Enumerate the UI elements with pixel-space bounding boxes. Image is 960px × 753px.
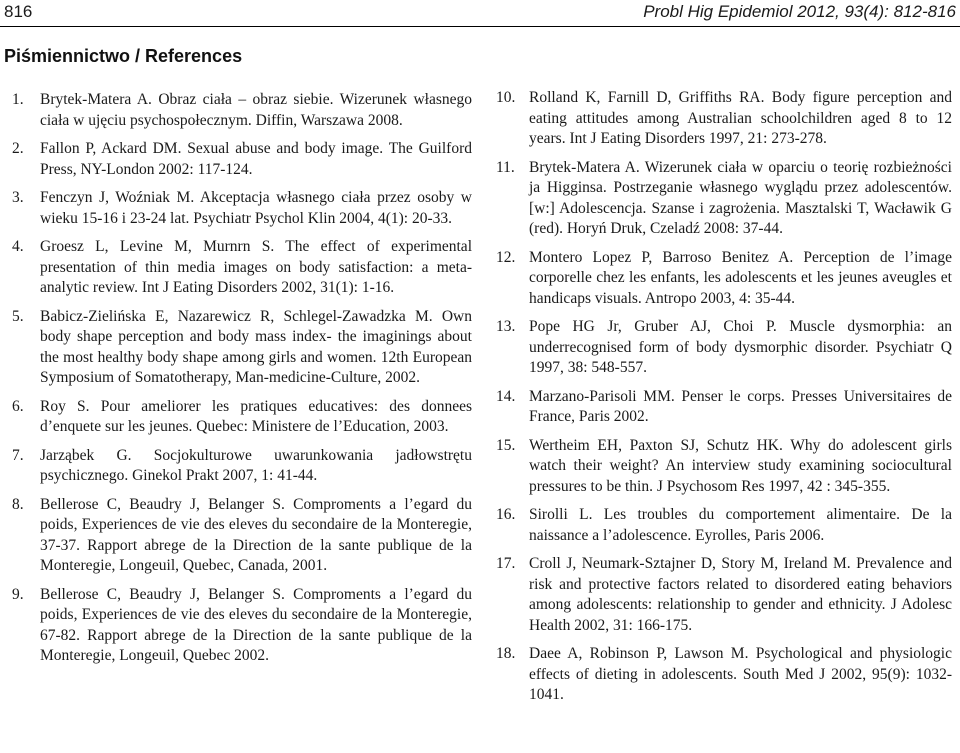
- reference-text: Rolland K, Farnill D, Griffiths RA. Body figure perception and eating attitudes among Australian schoolchildren aged 8 to 12 years. Int J Eating Disorders 1997, 21: 273-278.: [529, 89, 952, 147]
- reference-text: Bellerose C, Beaudry J, Belanger S. Comproments a l’egard du poids, Experiences de vie des eleves du secondaire de la Monteregie, 37-37. Rapport abrege de la Direction de la sante publique de la Monteregie, Longeuil, Quebec, Canada, 2001.: [40, 495, 472, 574]
- reference-item: [12, 446, 472, 487]
- reference-text: Wertheim EH, Paxton SJ, Schutz HK. Why do adolescent girls watch their weight? An interview study examining sociocultural pressures to be thin. J Psychosom Res 1997, 42 : 345-355.: [529, 436, 952, 495]
- reference-number: 4.: [12, 238, 24, 255]
- reference-item: [496, 505, 952, 546]
- reference-number: 15.: [496, 436, 516, 454]
- reference-item: [12, 188, 472, 229]
- reference-text: Fenczyn J, Woźniak M. Akceptacja własnego ciała przez osoby w wieku 15-16 i 23-24 lat. Psychiatr Psychol Klin 2004, 4(1): 20-33.: [40, 189, 472, 227]
- reference-item: [12, 585, 472, 667]
- reference-item: [496, 158, 952, 240]
- section-title: Piśmiennictwo / References: [4, 46, 243, 66]
- reference-number: 10.: [496, 89, 516, 106]
- reference-number: 1.: [12, 91, 24, 108]
- reference-text: Babicz-Zielińska E, Nazarewicz R, Schlegel-Zawadzka M. Own body shape perception and body mass index- the imaginings about the most healthy body shape among girls and women. 12th European Symposium of Somatotherapy, Man-medicine-Culture, 2002.: [40, 307, 472, 386]
- reference-number: 17.: [496, 555, 516, 572]
- reference-number: 7.: [12, 446, 24, 464]
- reference-item: [12, 307, 472, 389]
- reference-number: 2.: [12, 140, 24, 157]
- reference-item: [12, 495, 472, 577]
- header-rule: [0, 26, 960, 27]
- reference-text: Fallon P, Ackard DM. Sexual abuse and body image. The Guilford Press, NY-London 2002: 117-124.: [40, 140, 472, 178]
- reference-text: Roy S. Pour ameliorer les pratiques educatives: des donnees d’enquete sur les jeunes. Quebec: Ministere de l’Education, 2003.: [40, 397, 472, 435]
- reference-item: [496, 554, 952, 636]
- reference-number: 16.: [496, 506, 516, 523]
- reference-text: Jarząbek G. Socjokulturowe uwarunkowania jadłowstrętu psychicznego. Ginekol Prakt 2007, 1: 41-44.: [40, 446, 472, 484]
- reference-item: [496, 387, 952, 428]
- reference-item: [496, 248, 952, 310]
- reference-number: 8.: [12, 495, 24, 513]
- reference-number: 13.: [496, 318, 516, 335]
- running-head: Probl Hig Epidemiol 2012, 93(4): 812-816: [643, 2, 956, 21]
- reference-number: 6.: [12, 397, 24, 415]
- reference-text: Brytek-Matera A. Wizerunek ciała w oparciu o teorię rozbieżności ja Higginsa. Postrzeganie własnego wyglądu przez adolescentów. [w:] Adolescencja. Szanse i zagrożenia. Masztalski T, Wacławik G (red). Horyń Druk, Czeladź 2008: 37-44.: [529, 158, 952, 237]
- reference-text: Daee A, Robinson P, Lawson M. Psychological and physiologic effects of dieting in adolescents. South Med J 2002, 95(9): 1032-1041.: [529, 645, 952, 703]
- reference-text: Sirolli L. Les troubles du comportement alimentaire. De la naissance a l’adolescence. Eyrolles, Paris 2006.: [529, 506, 952, 544]
- reference-number: 14.: [496, 387, 516, 405]
- reference-number: 12.: [496, 248, 516, 266]
- page-header: [0, 0, 960, 26]
- reference-item: [12, 397, 472, 438]
- reference-text: Marzano-Parisoli MM. Penser le corps. Presses Universitaires de France, Paris 2002.: [529, 387, 952, 425]
- reference-number: 11.: [496, 158, 515, 176]
- reference-item: [12, 90, 472, 131]
- reference-number: 9.: [12, 585, 24, 603]
- reference-text: Groesz L, Levine M, Murnrn S. The effect of experimental presentation of thin media images on body satisfaction: a meta-analytic review. Int J Eating Disorders 2002, 31(1): 1-16.: [40, 238, 472, 296]
- reference-number: 3.: [12, 189, 24, 206]
- reference-item: [12, 139, 472, 180]
- reference-item: [496, 644, 952, 706]
- references-left-column: [12, 90, 472, 675]
- reference-item: [496, 436, 952, 498]
- reference-text: Montero Lopez P, Barroso Benitez A. Perception de l’image corporelle chez les enfants, les adolescents et les jeunes aveugles et handicaps visuals. Antropo 2003, 4: 35-44.: [529, 248, 952, 307]
- reference-text: Brytek-Matera A. Obraz ciała – obraz siebie. Wizerunek własnego ciała w ujęciu psychospołecznym. Diffin, Warszawa 2008.: [40, 91, 472, 129]
- page-number: 816: [4, 2, 33, 21]
- reference-item: [496, 317, 952, 379]
- reference-text: Bellerose C, Beaudry J, Belanger S. Comproments a l’egard du poids, Experiences de vie des eleves du secondaire de la Monteregie, 67-82. Rapport abrege de la Direction de la sante publique de la Monteregie, Longeuil, Quebec 2002.: [40, 585, 472, 664]
- reference-text: Croll J, Neumark-Sztajner D, Story M, Ireland M. Prevalence and risk and protective factors related to disordered eating behaviors among adolescents: relationship to gender and ethnicity. J Adolesc Health 2002, 31: 166-175.: [529, 555, 952, 634]
- references-right-column: [496, 88, 952, 714]
- reference-number: 5.: [12, 307, 24, 325]
- reference-number: 18.: [496, 645, 516, 662]
- reference-text: Pope HG Jr, Gruber AJ, Choi P. Muscle dysmorphia: an underrecognised form of body dysmorphic disorder. Psychiatr Q 1997, 38: 548-557.: [529, 318, 952, 376]
- reference-item: [12, 237, 472, 299]
- reference-item: [496, 88, 952, 150]
